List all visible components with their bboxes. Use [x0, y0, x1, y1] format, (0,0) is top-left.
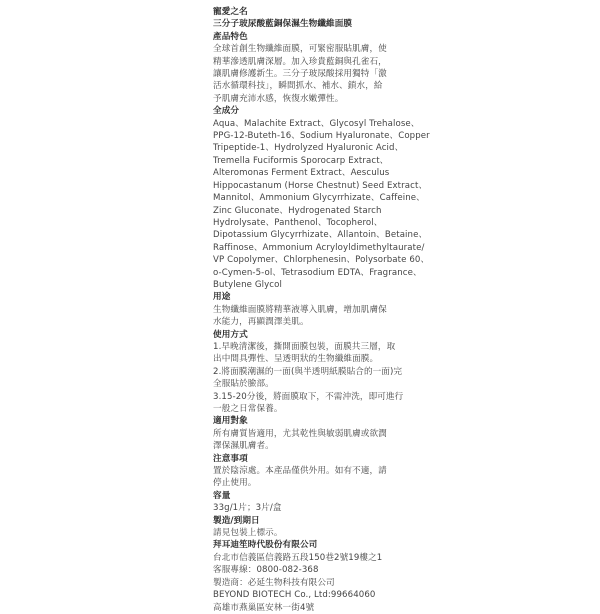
section-heading: 容量	[213, 490, 231, 501]
section-heading: 製造/到期日	[213, 515, 260, 526]
section-text-line: 全球首創生物纖維面膜，可緊密服貼肌膚，使	[213, 44, 387, 55]
section-text-line: 水能力，再顯潤澤美肌。	[213, 317, 309, 328]
section-text-line: Aqua、Malachite Extract、Glycosyl Trehalose、	[213, 118, 420, 129]
section-text-line: 1.早晚清潔後，撕開面膜包裝，面膜共三層，取	[213, 341, 396, 352]
section-text-line: 所有膚質皆適用，尤其乾性與敏弱肌膚或欲潤	[213, 428, 387, 439]
section-text-line: o-Cymen-5-ol、Tetrasodium EDTA、Fragrance、	[213, 267, 422, 278]
section-text-line: 33g/1片；3片/盒	[213, 503, 282, 514]
section-text-line: 高雄市燕巢區安林一街4號	[213, 602, 315, 613]
section-heading: 使用方式	[213, 329, 248, 340]
section-text-line: 一般之日常保養。	[213, 404, 283, 414]
section-text-line: 活水循環科技」，瞬間抓水、補水、鎖水，給	[213, 81, 383, 92]
section-text-line: 客服專線：0800-082-368	[213, 565, 319, 576]
section-text-line: Tremella Fuciformis Sporocarp Extract、	[213, 155, 389, 166]
section-text-line: Tripeptide-1、Hydrolyzed Hyaluronic Acid、	[213, 143, 404, 154]
section-text-line: 生物纖維面膜將精華液導入肌膚，增加肌膚保	[213, 304, 387, 315]
section-text-line: Mannitol、Ammonium Glycyrrhizate、Caffeine、	[213, 193, 425, 204]
section-text-line: Raffinose、Ammonium Acryloyldimethyltaurate/	[213, 242, 425, 253]
label-sections	[213, 31, 430, 614]
section-text-line: 3.15-20分後，將面膜取下，不需沖洗，即可進行	[213, 391, 404, 402]
section-text-line: Butylene Glycol	[213, 279, 282, 290]
section-text-line: 精華滲透肌膚深層。加入珍貴藍銅與孔雀石，	[213, 56, 387, 67]
section-text-line: Dipotassium Glycyrrhizate、Allantoin、Betaine、	[213, 230, 428, 241]
section-text-line: PPG-12-Buteth-16、Sodium Hyaluronate、Copper	[213, 131, 430, 142]
section-heading: 拜耳迪笙時代股份有限公司	[213, 540, 318, 551]
section-text-line: 出中間具彈性、呈透明狀的生物纖維面膜。	[213, 354, 379, 365]
section-text-line: Zinc Gluconate、Hydrogenated Starch	[213, 205, 382, 216]
section-text-line: 2.將面膜潮濕的一面(與半透明紙膜貼合的一面)完	[213, 366, 403, 377]
section-text-line: 澤保濕肌膚者。	[213, 441, 274, 452]
section-text-line: VP Copolymer、Chlorphenesin、Polysorbate 60、	[213, 255, 430, 266]
section-heading: 注意事項	[213, 453, 248, 464]
section-text-line: 予肌膚充沛水感，恢復水嫩彈性。	[213, 93, 344, 104]
section-text-line: 全服貼於臉部。	[213, 379, 274, 390]
section-text-line: 置於陰涼處。本產品僅供外用。如有不適，請	[213, 466, 387, 477]
product-label-document	[213, 6, 430, 614]
section-heading: 全成分	[213, 106, 240, 117]
section-text-line: 台北市信義區信義路五段150巷2號19樓之1	[213, 552, 383, 563]
section-heading: 適用對象	[213, 416, 248, 427]
section-heading: 用途	[213, 292, 231, 303]
section-text-line: 製造商：必延生物科技有限公司	[213, 577, 335, 588]
product-name: 三分子玻尿酸藍銅保濕生物纖維面膜	[213, 19, 353, 30]
section-text-line: BEYOND BIOTECH Co., Ltd:99664060	[213, 590, 376, 601]
section-text-line: Hydrolysate、Panthenol、Tocopherol、	[213, 217, 383, 228]
section-heading: 產品特色	[213, 31, 248, 42]
section-text-line: Alteromonas Ferment Extract、Aesculus	[213, 168, 390, 179]
section-text-line: Hippocastanum (Horse Chestnut) Seed Extract、	[213, 180, 428, 191]
section-text-line: 停止使用。	[213, 478, 257, 489]
section-text-line: 請見包裝上標示。	[213, 528, 283, 539]
section-text-line: 讓肌膚修護新生。三分子玻尿酸採用獨特「激	[213, 69, 387, 80]
brand-name: 寵愛之名	[213, 7, 248, 17]
